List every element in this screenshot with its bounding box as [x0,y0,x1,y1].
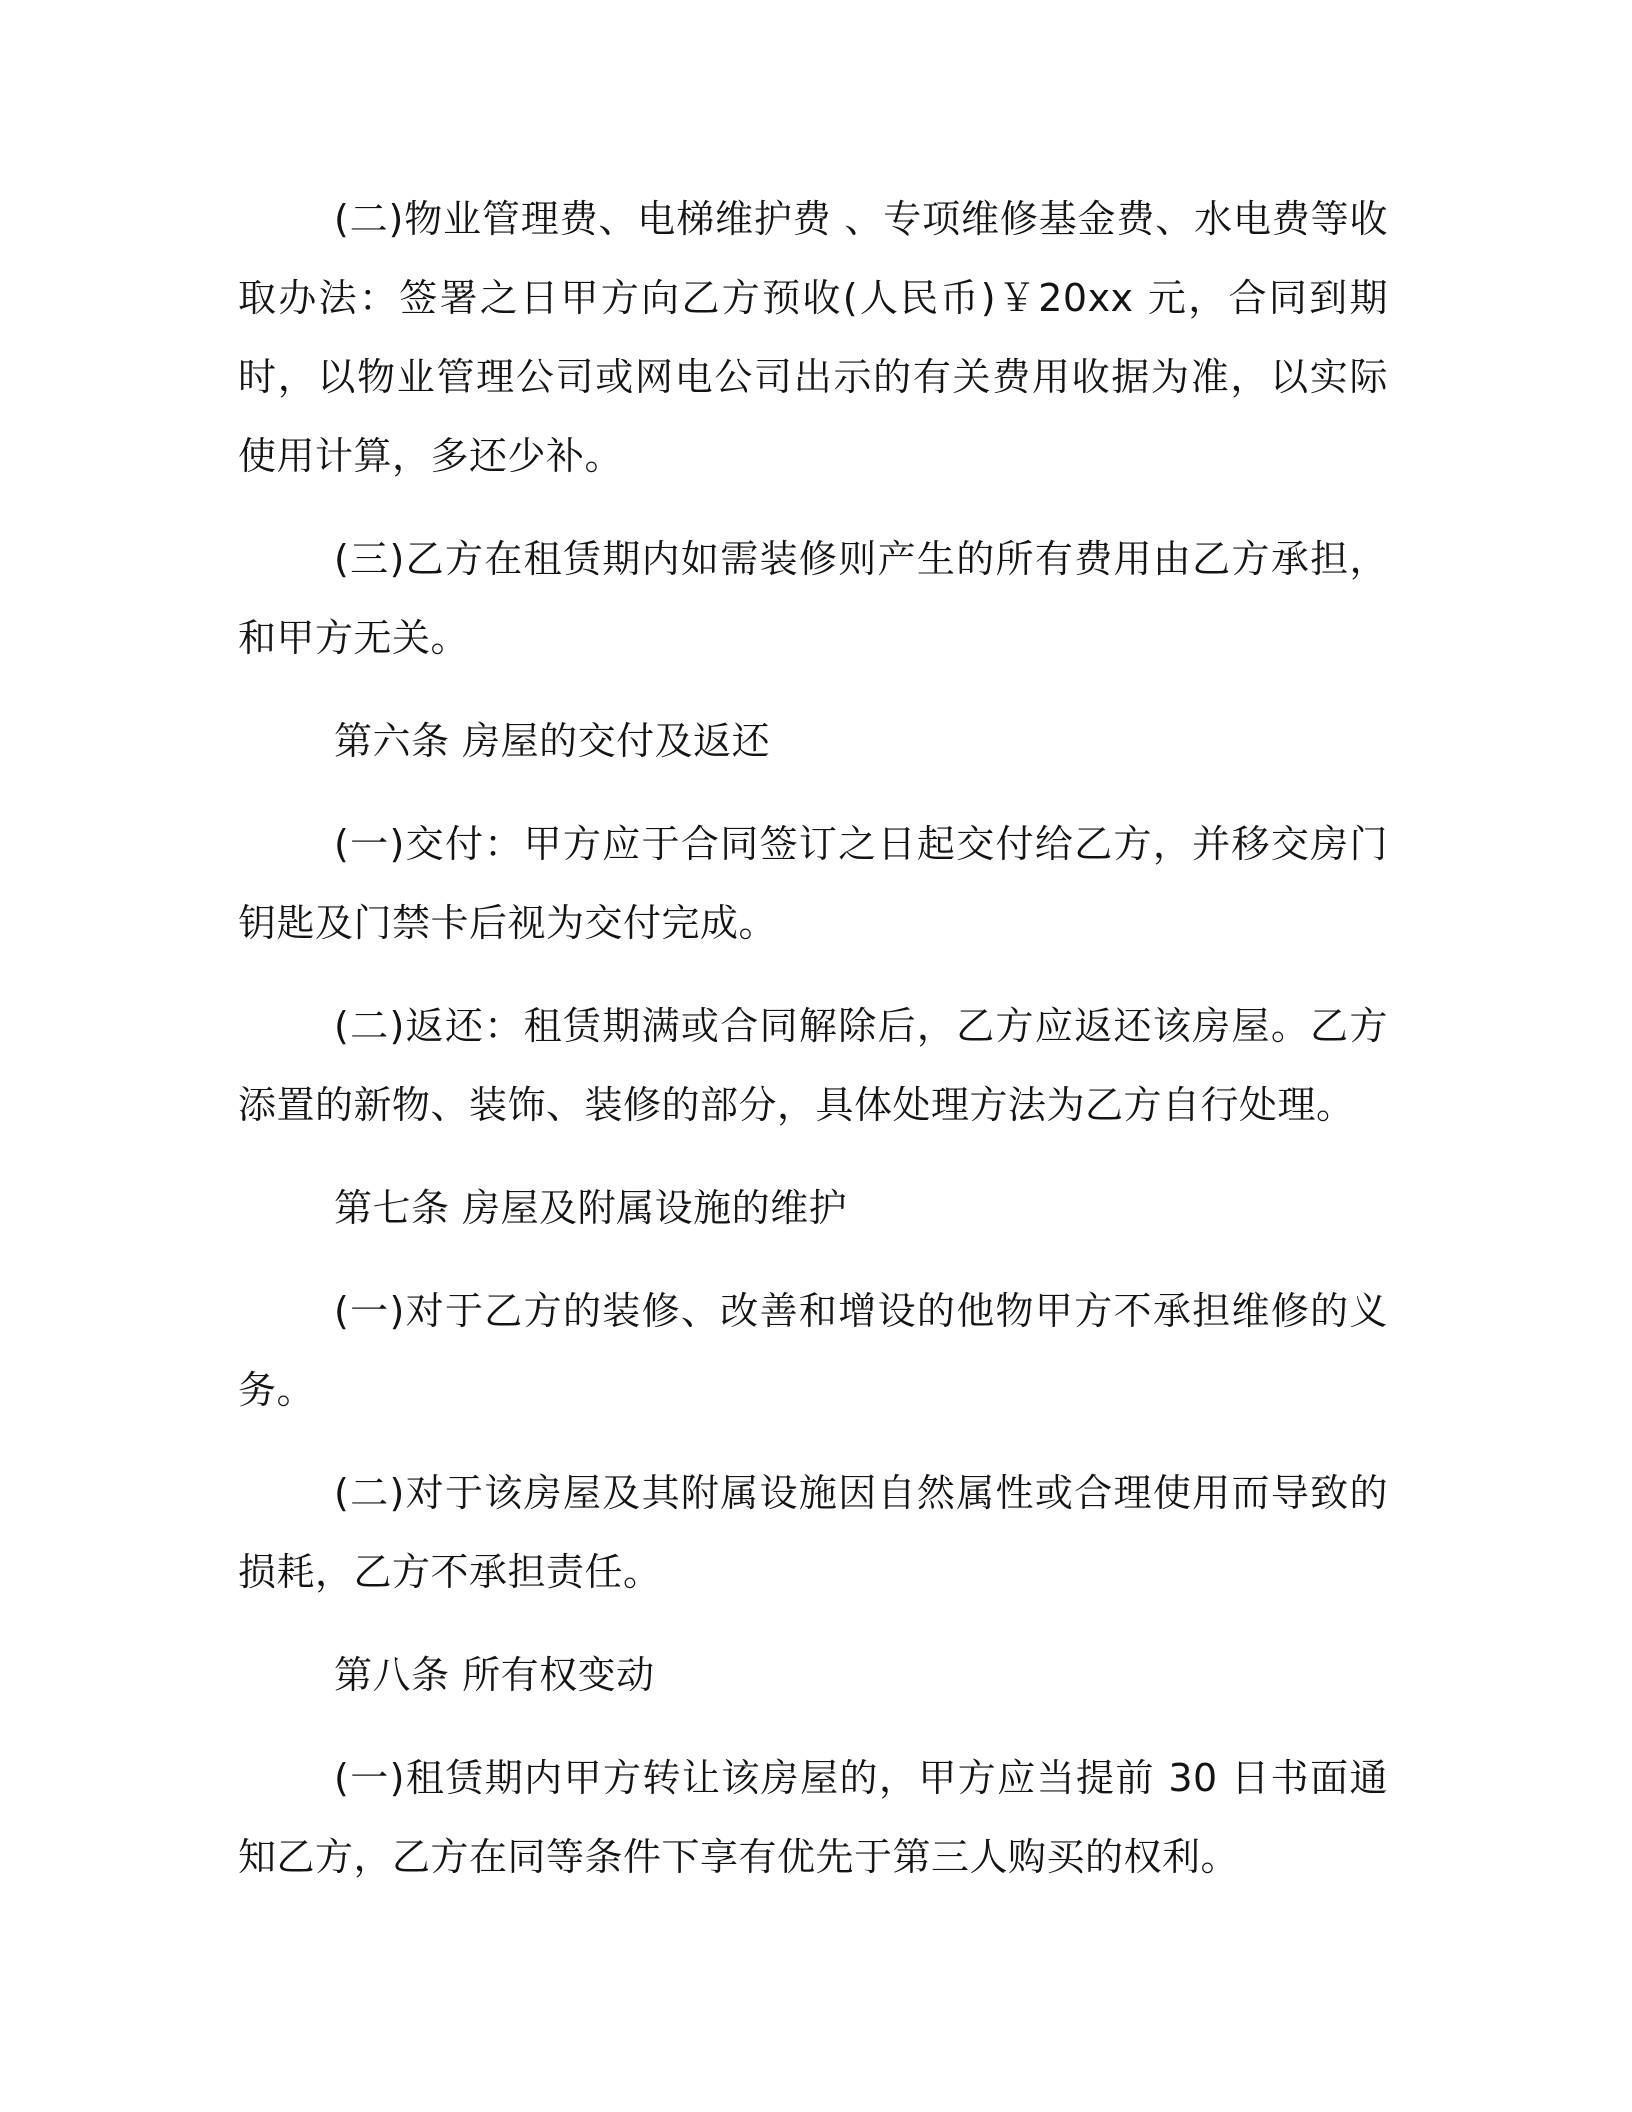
article-6-heading: 第六条 房屋的交付及返还 [334,719,771,763]
article-8-heading: 第八条 所有权变动 [334,1653,655,1697]
clause-3-renovation-costs: (三)乙方在租赁期内如需装修则产生的所有费用由乙方承担，和甲方无关。 [238,537,1388,660]
document-body [238,180,1388,1921]
article-6-clause-2-return: (二)返还：租赁期满或合同解除后，乙方应返还该房屋。乙方添置的新物、装饰、装修的部分，具体处理方法为乙方自行处理。 [238,1004,1388,1127]
article-7-heading: 第七条 房屋及附属设施的维护 [334,1186,848,1230]
clause-2-fee-collection: (二)物业管理费、电梯维护费 、专项维修基金费、水电费等收取办法：签署之日甲方向乙方预收(人民币)￥20xx 元，合同到期时，以物业管理公司或网电公司出示的有关费用收据为准，以实际使用计算，多还少补。 [238,197,1388,478]
article-8-clause-1: (一)租赁期内甲方转让该房屋的，甲方应当提前 30 日书面通知乙方，乙方在同等条件下享有优先于第三人购买的权利。 [238,1756,1388,1879]
article-7-clause-1: (一)对于乙方的装修、改善和增设的他物甲方不承担维修的义务。 [238,1289,1388,1412]
article-6-clause-1-delivery: (一)交付：甲方应于合同签订之日起交付给乙方，并移交房门钥匙及门禁卡后视为交付完成。 [238,822,1388,945]
article-7-clause-2: (二)对于该房屋及其附属设施因自然属性或合理使用而导致的损耗，乙方不承担责任。 [238,1471,1388,1594]
